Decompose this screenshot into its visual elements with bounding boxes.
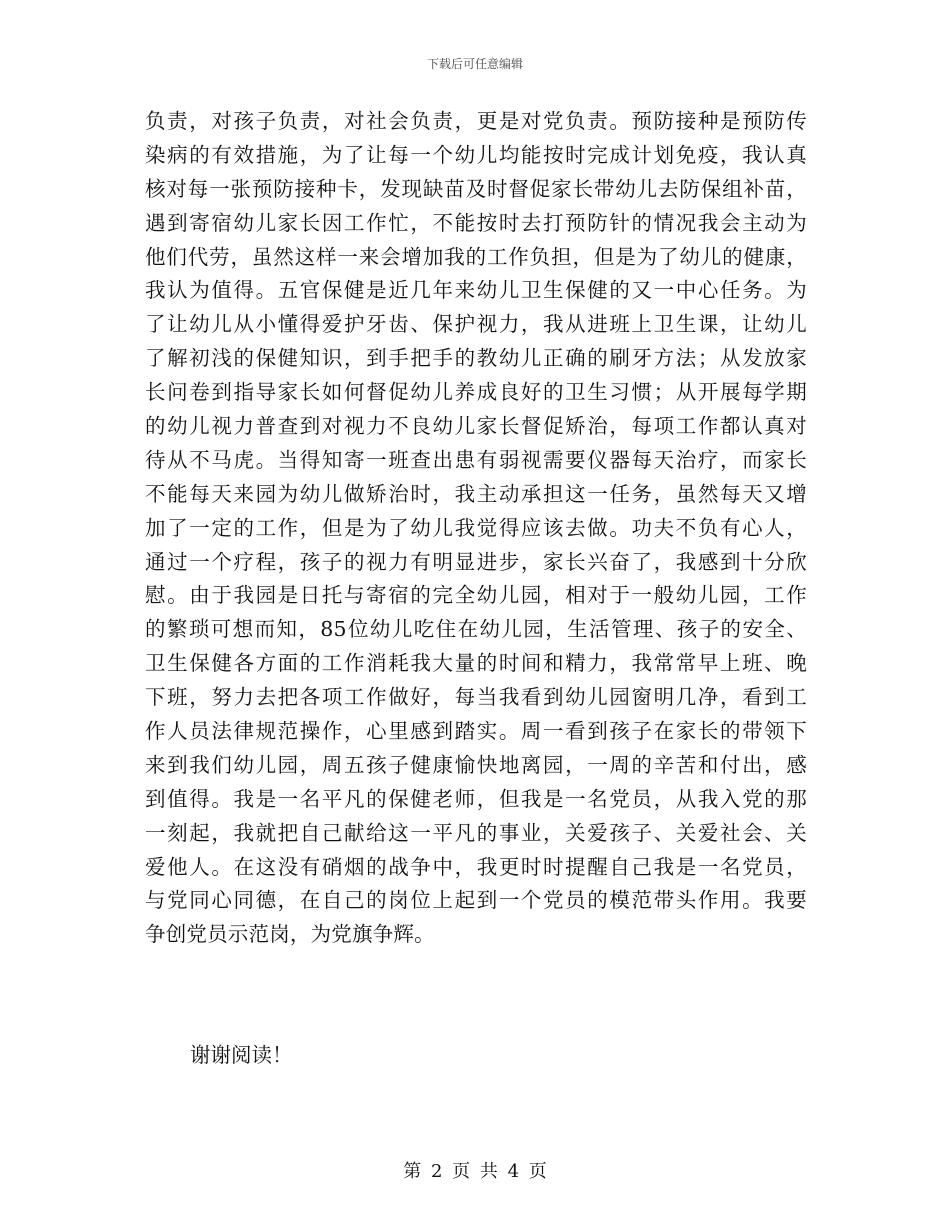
- body-line: 他们代劳，虽然这样一来会增加我的工作负担，但是为了幼儿的健康，: [145, 244, 807, 269]
- body-line: 与党同心同德，在自己的岗位上起到一个党员的模范带头作用。我要: [145, 888, 807, 913]
- body-line: 负责，对孩子负责，对社会负责，更是对党负责。预防接种是预防传: [145, 109, 807, 133]
- body-line: 染病的有效措施，为了让每一个幼儿均能按时完成计划免疫，我认真: [145, 142, 807, 167]
- body-line: 遇到寄宿幼儿家长因工作忙，不能按时去打预防针的情况我会主动为: [145, 210, 807, 235]
- body-line: 加了一定的工作，但是为了幼儿我觉得应该去做。功夫不负有心人，: [145, 515, 807, 540]
- body-line: 下班，努力去把各项工作做好，每当我看到幼儿园窗明几净，看到工: [145, 685, 807, 710]
- body-line: 了让幼儿从小懂得爱护牙齿、保护视力，我从进班上卫生课，让幼儿: [145, 312, 807, 337]
- body-line: 不能每天来园为幼儿做矫治时，我主动承担这一任务，虽然每天又增: [145, 481, 807, 506]
- body-line: 到值得。我是一名平凡的保健老师，但我是一名党员，从我入党的那: [145, 786, 807, 811]
- body-line: 爱他人。在这没有硝烟的战争中，我更时时提醒自己我是一名党员，: [145, 854, 807, 879]
- body-line: 我认为值得。五官保健是近几年来幼儿卫生保健的又一中心任务。为: [145, 278, 807, 303]
- body-line: 通过一个疗程，孩子的视力有明显进步，家长兴奋了，我感到十分欣: [145, 549, 807, 574]
- body-line: 卫生保健各方面的工作消耗我大量的时间和精力，我常常早上班、晚: [145, 651, 807, 676]
- body-line: 的繁琐可想而知，85位幼儿吃住在幼儿园，生活管理、孩子的安全、: [145, 617, 807, 642]
- body-line: 作人员法律规范操作，心里感到踏实。周一看到孩子在家长的带领下: [145, 719, 807, 744]
- body-line: 慰。由于我园是日托与寄宿的完全幼儿园，相对于一般幼儿园，工作: [145, 583, 807, 608]
- body-line: 长问卷到指导家长如何督促幼儿养成良好的卫生习惯；从开展每学期: [145, 380, 807, 405]
- closing-text: 谢谢阅读！: [190, 1043, 293, 1067]
- body-line: 待从不马虎。当得知寄一班查出患有弱视需要仪器每天治疗，而家长: [145, 447, 807, 472]
- body-line: 了解初浅的保健知识，到手把手的教幼儿正确的刷牙方法；从发放家: [145, 346, 807, 371]
- body-line: 来到我们幼儿园，周五孩子健康愉快地离园，一周的辛苦和付出，感: [145, 752, 807, 777]
- page-number: 第 2 页 共 4 页: [403, 1161, 547, 1182]
- body-text: [145, 105, 807, 952]
- body-line-last: 争创党员示范岗，为党旗争辉。: [145, 922, 435, 947]
- page-header: 下载后可任意编辑: [426, 57, 523, 71]
- body-line: 一刻起，我就把自己献给这一平凡的事业，关爱孩子、关爱社会、关: [145, 820, 807, 845]
- body-line: 的幼儿视力普查到对视力不良幼儿家长督促矫治，每项工作都认真对: [145, 414, 807, 439]
- body-line: 核对每一张预防接种卡，发现缺苗及时督促家长带幼儿去防保组补苗，: [145, 176, 807, 201]
